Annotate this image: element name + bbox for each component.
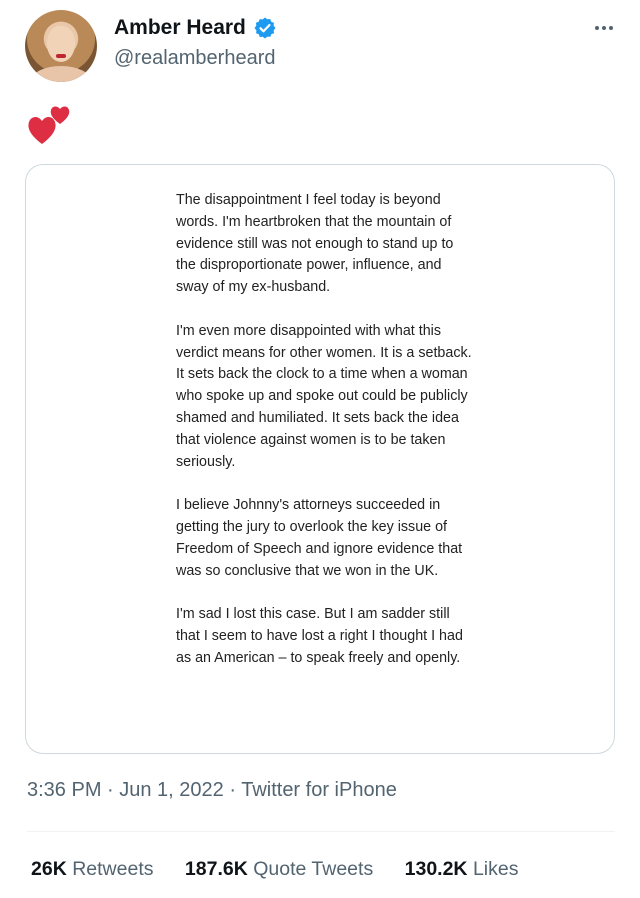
likes-stat[interactable] bbox=[405, 858, 519, 880]
avatar[interactable] bbox=[25, 10, 97, 82]
engagement-stats bbox=[31, 858, 544, 881]
likes-label: Likes bbox=[472, 858, 519, 880]
more-dot bbox=[609, 26, 613, 30]
author-name-row[interactable] bbox=[114, 16, 277, 40]
statement-paragraph: The disappointment I feel today is beyond words. I'm heartbroken that the mountain of evidence still was not enough to stand up to the disproportionate power, influence, and sway of my ex-husband. bbox=[176, 192, 454, 296]
user-handle[interactable]: @realamberheard bbox=[114, 47, 276, 69]
statement-image[interactable] bbox=[25, 164, 615, 754]
more-options-icon[interactable] bbox=[590, 18, 618, 38]
more-dot bbox=[595, 26, 599, 30]
divider bbox=[27, 831, 615, 832]
more-dot bbox=[602, 26, 606, 30]
tweet-timestamp[interactable]: 3:36 PM · Jun 1, 2022 · Twitter for iPhone bbox=[27, 779, 397, 801]
retweets-count: 26K bbox=[31, 858, 67, 880]
statement-paragraph: I'm sad I lost this case. But I am sadder still that I seem to have lost a right I thought I had as an American – to speak freely and openly. bbox=[176, 606, 463, 666]
quote-tweets-stat[interactable] bbox=[185, 858, 373, 880]
quotes-label: Quote Tweets bbox=[253, 858, 374, 880]
display-name[interactable]: Amber Heard bbox=[114, 16, 246, 39]
quotes-count: 187.6K bbox=[184, 858, 248, 880]
avatar-shoulder bbox=[31, 66, 91, 82]
statement-paragraph: I'm even more disappointed with what this verdict means for other women. It is a setback. It sets back the clock to a time when a woman who spoke up and spoke out could be publicly shamed and humiliated. It sets back the idea that violence against women is to be taken seriously. bbox=[176, 322, 472, 470]
avatar-lips bbox=[56, 54, 66, 58]
statement-paragraph: I believe Johnny's attorneys succeeded in getting the jury to overlook the key issue of Freedom of Speech and ignore evidence that was so conclusive that we won in the UK. bbox=[176, 497, 463, 579]
statement-text bbox=[176, 190, 476, 691]
retweets-label: Retweets bbox=[72, 858, 154, 880]
verified-badge-icon bbox=[253, 16, 277, 40]
retweets-stat[interactable] bbox=[31, 858, 154, 880]
likes-count: 130.2K bbox=[404, 858, 468, 880]
two-hearts-emoji bbox=[26, 104, 72, 146]
